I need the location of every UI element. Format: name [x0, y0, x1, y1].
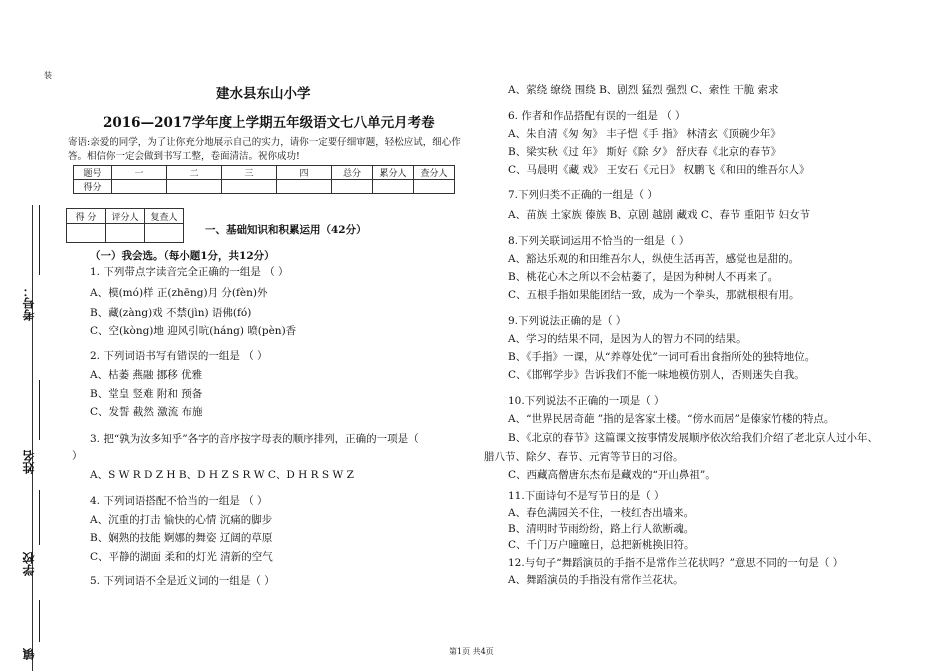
question-line: 3. 把“孰为汝多知乎”各字的音序按字母表的顺序排列，正确的一项是（	[90, 433, 419, 445]
binding-mark: 装	[44, 71, 52, 80]
option-line: A、“世界民居奇葩 ”指的是客家土楼。“傍水而居”是傣家竹楼的特点。	[508, 413, 835, 425]
option-line: B、《北京的春节》这篇课文按事情发展顺序依次给我们介绍了老北京人过小年、	[508, 432, 878, 444]
option-line: C、《邯郸学步》告诉我们不能一味地模仿别人，否则迷失自我。	[508, 369, 805, 381]
score-cell[interactable]	[277, 180, 332, 194]
question-line: 11.下面诗句不是写节日的是（ ）	[508, 490, 665, 502]
option-line: B、《手指》一课，从“养尊处优”一词可看出食指所处的独特地位。	[508, 351, 816, 363]
score-header-cell: 四	[277, 166, 332, 180]
score-cell[interactable]	[373, 180, 414, 194]
score-header-cell: 总分	[332, 166, 373, 180]
score-header-cell: 累分人	[373, 166, 414, 180]
option-line: B、桃花心木之所以不会枯萎了，是因为种树人不再来了。	[508, 271, 779, 283]
option-line: B、梁实秋《过 年》 斯好《除 夕》 舒庆春《北京的春节》	[508, 146, 782, 158]
option-line: C、空(kòng)地 迎风引吭(háng) 喷(pèn)香	[90, 325, 297, 337]
option-line: C、平静的湖面 柔和的灯光 清新的空气	[90, 551, 273, 563]
intro-text: 寄语:亲爱的同学，为了让你充分地展示自己的实力，请你一定要仔细审题，轻松应试，细心作答。相信你一定会做到书写工整，卷面清洁。祝你成功!	[68, 137, 461, 162]
grader-cell[interactable]	[106, 224, 145, 243]
question-line-cont: ）	[72, 450, 83, 462]
option-line: B、娴熟的技能 婀娜的舞姿 辽阔的草原	[90, 532, 273, 544]
binding-margin	[0, 0, 60, 671]
binding-line	[32, 205, 33, 671]
school-line	[39, 490, 40, 545]
option-line-cont: 腊八节、除夕、春节、元宵等节日的习俗。	[484, 451, 684, 463]
town-label: 镇	[22, 648, 36, 660]
town-line	[39, 600, 40, 642]
option-line: C、千门万户曈曈日，总把新桃换旧符。	[508, 539, 695, 551]
option-line: B、堂皇 竖难 附和 预备	[90, 388, 203, 400]
score-cell[interactable]	[222, 180, 277, 194]
option-line: C、马晨明《藏 戏》 王安石《元日》 权鹏飞《和田的维吾尔人》	[508, 164, 810, 176]
question-line: 1. 下列带点字读音完全正确的一组是 （ ）	[90, 266, 289, 278]
score-cell[interactable]	[167, 180, 222, 194]
score-table	[73, 165, 455, 194]
score-cell[interactable]	[332, 180, 373, 194]
option-line: A、朱自清《匆 匆》 丰子恺《手 指》 林清玄《顶碗少年》	[508, 128, 781, 140]
section-heading: 一、基础知识和积累运用（42分）	[205, 224, 367, 236]
option-line: C、五根手指如果能团结一致，成为一个拳头，那就根根有用。	[508, 289, 800, 301]
score-cell[interactable]	[112, 180, 167, 194]
option-line: A、萦绕 缭绕 围绕 B、剧烈 猛烈 强烈 C、索性 干脆 索求	[508, 84, 779, 96]
option-line: A、模(mó)样 正(zhēng)月 分(fèn)外	[90, 287, 268, 299]
score-row-label: 得分	[74, 180, 112, 194]
school-label: 学校	[22, 552, 36, 576]
option-line: C、西藏高僧唐东杰布是藏戏的“开山鼻祖”。	[508, 469, 716, 481]
question-line: 8.下列关联词运用不恰当的一组是（ ）	[508, 235, 690, 247]
question-line: 9.下列说法正确的是（ ）	[508, 315, 627, 327]
grader-header: 评分人	[106, 209, 145, 224]
option-line: A、S W R D Z H B、D H Z S R W C、D H R S W Z	[90, 469, 354, 481]
score-header-cell: 一	[112, 166, 167, 180]
exam-number-line	[39, 205, 40, 275]
option-line: A、舞蹈演员的手指没有常作兰花状。	[508, 574, 684, 586]
exam-number-label: 考号：	[22, 285, 36, 321]
option-line: C、发誓 截然 激流 布施	[90, 406, 203, 418]
option-line: B、清明时节雨纷纷，路上行人欲断魂。	[508, 523, 695, 535]
name-label: 姓名	[22, 450, 36, 474]
score-header-cell: 三	[222, 166, 277, 180]
question-line: 10.下列说法不正确的一项是（ ）	[508, 395, 665, 407]
grader-table	[66, 208, 184, 243]
question-line: 7.下列归类不正确的一组是（ ）	[508, 189, 658, 201]
name-line	[39, 380, 40, 440]
question-line: 12.与句子“舞蹈演员的手指不是常作兰花状吗？”意思不同的一句是（ ）	[508, 557, 844, 569]
score-header-cell: 二	[167, 166, 222, 180]
option-line: A、枯萎 燕融 挪移 优雅	[90, 369, 203, 381]
grader-cell[interactable]	[145, 224, 184, 243]
score-header-cell: 题号	[74, 166, 112, 180]
question-line: 2. 下列词语书写有错误的一组是 （ ）	[90, 350, 268, 362]
school-title: 建水县东山小学	[216, 86, 311, 102]
question-line: 6. 作者和作品搭配有误的一组是 （ ）	[508, 110, 686, 122]
option-line: A、苗族 土家族 傣族 B、京剧 越剧 藏戏 C、春节 重阳节 妇女节	[508, 209, 811, 221]
question-line: 5. 下列词语不全是近义词的一组是（ ）	[90, 575, 275, 587]
subsection-heading: （一）我会选。（每小题1分，共12分）	[90, 250, 275, 262]
score-cell[interactable]	[414, 180, 455, 194]
grader-header: 复查人	[145, 209, 184, 224]
question-line: 4. 下列词语搭配不恰当的一组是 （ ）	[90, 495, 268, 507]
grader-cell[interactable]	[67, 224, 106, 243]
option-line: B、藏(zàng)戏 不禁(jìn) 语佛(fó)	[90, 307, 252, 319]
option-line: A、沉重的打击 愉快的心情 沉痛的脚步	[90, 514, 273, 526]
exam-title: 2016—2017学年度上学期五年级语文七八单元月考卷	[103, 115, 435, 131]
grader-header: 得 分	[67, 209, 106, 224]
option-line: A、学习的结果不同，是因为人的智力不同的结果。	[508, 333, 747, 345]
option-line: A、豁达乐观的和田维吾尔人，纵使生活再苦，感觉也是甜的。	[508, 253, 800, 265]
score-header-cell: 查分人	[414, 166, 455, 180]
page-number: 第1页 共4页	[449, 647, 494, 656]
option-line: A、春色满园关不住，一枝红杏出墙来。	[508, 507, 695, 519]
